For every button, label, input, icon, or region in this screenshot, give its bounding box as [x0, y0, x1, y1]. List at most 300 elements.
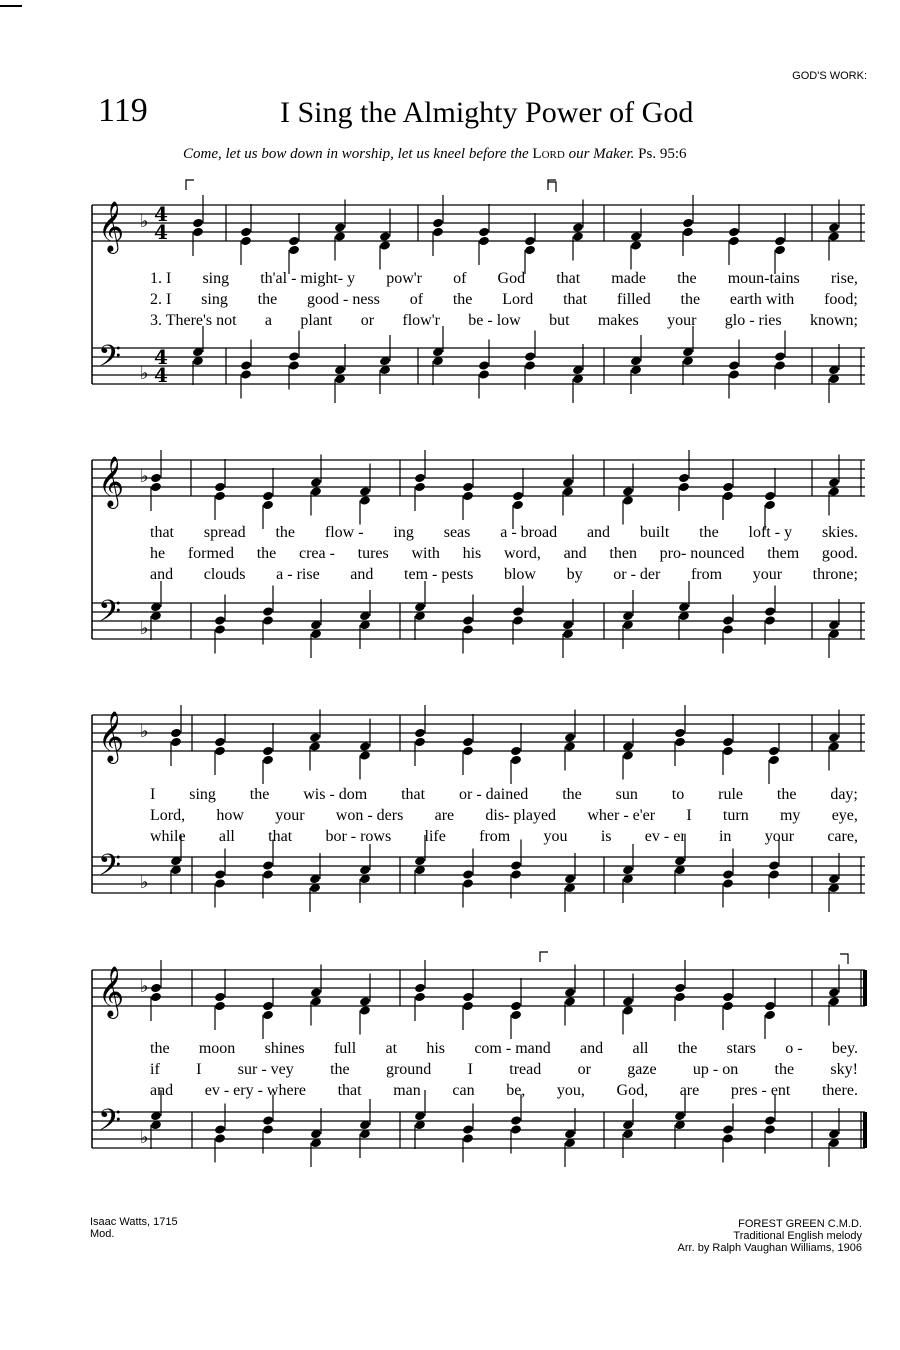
lyric-syllable: if: [150, 1061, 160, 1078]
note-head: [722, 737, 734, 748]
note-head: [564, 987, 576, 998]
note-head: [768, 746, 780, 757]
lyric-syllable: the: [330, 1061, 350, 1078]
note-head: [564, 732, 576, 743]
note-head: [288, 236, 300, 247]
lyric-syllable: the: [249, 786, 270, 803]
lyric-syllable: he: [150, 545, 166, 562]
note-head: [462, 491, 474, 502]
lyric-syllable: sing: [201, 291, 228, 308]
flat-icon: ♭: [140, 721, 149, 742]
note-head: [462, 869, 474, 880]
note-head: [414, 728, 426, 739]
lyric-syllable: turn: [722, 807, 749, 824]
note-head: [510, 1115, 522, 1126]
note-head: [379, 240, 391, 251]
note-head: [170, 737, 182, 748]
lyric-syllable: Lord: [502, 291, 534, 308]
note-head: [674, 992, 686, 1003]
lyric-syllable: plant: [300, 312, 333, 329]
lyric-syllable: tem - pests: [404, 566, 474, 583]
lyric-syllable: eye,: [831, 807, 858, 824]
lyric-syllable: ev - er: [644, 828, 686, 845]
note-head: [288, 351, 300, 362]
note-head: [192, 227, 204, 238]
lyric-syllable: his: [426, 1040, 445, 1057]
note-head: [310, 486, 322, 497]
tune-origin: Traditional English melody: [733, 1230, 862, 1242]
lyric-syllable: moun-tains: [727, 270, 800, 287]
lyric-syllable: blow: [503, 566, 536, 583]
lyric-syllable: the: [677, 270, 697, 287]
note-head: [359, 996, 371, 1007]
lyric-syllable: your: [667, 312, 697, 329]
note-head: [262, 869, 274, 880]
note-head: [562, 486, 574, 497]
lyric-syllable: that: [337, 1082, 362, 1099]
time-signature: 4: [154, 363, 168, 387]
lyric-syllable: a: [264, 312, 273, 329]
lyric-syllable: gaze: [627, 1061, 657, 1078]
lyric-syllable: pow'r: [386, 270, 422, 287]
lyric-syllable: and: [150, 566, 174, 583]
treble-clef-icon: 𝄞: [98, 201, 125, 252]
lyric-syllable: God,: [616, 1082, 649, 1099]
lyric-syllable: all: [218, 828, 235, 845]
note-head: [462, 1124, 474, 1135]
lyric-syllable: or - der: [613, 566, 661, 583]
note-head: [150, 983, 162, 994]
lyric-syllable: ing: [393, 524, 414, 541]
lyric-syllable: from: [479, 828, 511, 845]
lyric-syllable: you: [543, 828, 568, 845]
flat-icon: ♭: [140, 363, 149, 384]
note-head: [510, 1001, 522, 1012]
lyric-syllable: is: [600, 828, 612, 845]
lyric-syllable: built: [639, 524, 670, 541]
flat-icon: ♭: [140, 618, 149, 639]
lyric-syllable: that: [556, 270, 581, 287]
lyric-syllable: o -: [785, 1040, 803, 1057]
note-head: [462, 878, 474, 889]
lyric-syllable: be,: [506, 1082, 526, 1099]
lyric-syllable: by: [566, 566, 583, 583]
note-head: [150, 473, 162, 484]
phrase-mark: [186, 180, 194, 190]
note-head: [722, 491, 734, 502]
note-head: [564, 741, 576, 752]
epigraph-text: Come, let us bow down in worship, let us kneel before the: [183, 146, 533, 162]
note-head: [310, 987, 322, 998]
note-head: [432, 218, 444, 229]
note-head: [240, 369, 252, 380]
note-head: [288, 360, 300, 371]
lyric-syllable: glo - ries: [724, 312, 782, 329]
lyric-syllable: won - ders: [335, 807, 404, 824]
note-head: [432, 227, 444, 238]
note-head: [192, 218, 204, 229]
note-head: [214, 615, 226, 626]
section-label: GOD'S WORK:: [792, 70, 867, 82]
note-head: [622, 1005, 634, 1016]
note-head: [722, 746, 734, 757]
note-head: [478, 236, 490, 247]
note-head: [828, 486, 840, 497]
note-head: [764, 615, 776, 626]
lyric-line: [150, 828, 858, 846]
note-head: [214, 737, 226, 748]
lyric-syllable: life: [424, 828, 446, 845]
note-head: [564, 996, 576, 1007]
arranger: Arr. by Ralph Vaughan Williams, 1906: [677, 1242, 862, 1254]
note-head: [150, 992, 162, 1003]
note-head: [262, 755, 274, 766]
note-head: [764, 1124, 776, 1135]
note-head: [510, 1124, 522, 1135]
flat-icon: ♭: [140, 1127, 149, 1148]
note-head: [334, 222, 346, 233]
note-head: [510, 1010, 522, 1021]
note-head: [774, 236, 786, 247]
note-head: [572, 222, 584, 233]
lyric-syllable: that: [563, 291, 588, 308]
lyric-syllable: pres - ent: [730, 1082, 791, 1099]
note-head: [214, 869, 226, 880]
lyric-syllable: skies.: [821, 524, 858, 541]
lyric-syllable: throne;: [812, 566, 858, 583]
note-head: [214, 878, 226, 889]
lyric-syllable: the: [774, 1061, 795, 1078]
note-head: [214, 1124, 226, 1135]
note-head: [674, 737, 686, 748]
lyric-syllable: of: [409, 291, 424, 308]
note-head: [722, 615, 734, 626]
note-head: [414, 737, 426, 748]
lyric-syllable: a - rise: [276, 566, 320, 583]
note-head: [774, 351, 786, 362]
epigraph-end: our Maker.: [564, 146, 635, 162]
lyric-syllable: stars: [726, 1040, 756, 1057]
lyric-syllable: I: [150, 786, 156, 803]
lyric-syllable: with: [411, 545, 440, 562]
note-head: [562, 477, 574, 488]
lyric-syllable: at: [385, 1040, 398, 1057]
lyric-line: [150, 312, 858, 330]
lyric-line: [150, 1040, 858, 1058]
lyric-syllable: sur - vey: [237, 1061, 294, 1078]
note-head: [262, 1001, 274, 1012]
note-head: [722, 878, 734, 889]
note-head: [764, 1115, 776, 1126]
note-head: [512, 491, 524, 502]
lyric-syllable: my: [779, 807, 801, 824]
bass-clef-icon: 𝄢: [98, 849, 122, 890]
lyric-syllable: or: [360, 312, 375, 329]
lyric-syllable: spread: [203, 524, 246, 541]
author-line: Isaac Watts, 1715: [90, 1216, 178, 1228]
note-head: [524, 236, 536, 247]
lyric-syllable: or: [577, 1061, 591, 1078]
lyric-syllable: wis - dom: [303, 786, 368, 803]
note-head: [262, 615, 274, 626]
note-head: [359, 750, 371, 761]
note-head: [359, 495, 371, 506]
note-head: [510, 860, 522, 871]
lyric-syllable: clouds: [203, 566, 246, 583]
note-head: [728, 360, 740, 371]
time-signature: 4: [154, 202, 168, 226]
note-head: [512, 615, 524, 626]
lyric-line: [150, 545, 858, 563]
note-head: [722, 992, 734, 1003]
note-head: [510, 755, 522, 766]
note-head: [678, 473, 690, 484]
tune-name: FOREST GREEN C.M.D.: [738, 1218, 862, 1230]
note-head: [288, 245, 300, 256]
note-head: [828, 477, 840, 488]
lyric-syllable: or - dained: [459, 786, 529, 803]
note-head: [828, 222, 840, 233]
lyric-syllable: the: [677, 1040, 698, 1057]
note-head: [768, 869, 780, 880]
lyric-syllable: sky!: [830, 1061, 858, 1078]
note-head: [309, 732, 321, 743]
note-head: [214, 1001, 226, 1012]
note-head: [524, 245, 536, 256]
lyric-line: [150, 807, 858, 825]
note-head: [722, 482, 734, 493]
note-head: [379, 231, 391, 242]
lyric-syllable: flow -: [324, 524, 364, 541]
lyric-syllable: I: [467, 1061, 473, 1078]
note-head: [214, 1133, 226, 1144]
lyric-syllable: rule: [718, 786, 743, 803]
lyric-line: [150, 524, 858, 542]
flat-icon: ♭: [140, 976, 149, 997]
note-head: [622, 495, 634, 506]
note-head: [262, 1115, 274, 1126]
lyric-syllable: be - low: [468, 312, 521, 329]
note-head: [150, 482, 162, 493]
note-head: [764, 606, 776, 617]
lyric-syllable: and: [586, 524, 611, 541]
lyric-line: [150, 566, 858, 584]
lyric-syllable: your: [275, 807, 305, 824]
note-head: [524, 351, 536, 362]
lyric-syllable: I: [686, 807, 692, 824]
lyric-syllable: how: [216, 807, 244, 824]
lyric-syllable: sing: [189, 786, 216, 803]
lyric-syllable: are: [679, 1082, 700, 1099]
lyric-syllable: good - ness: [306, 291, 380, 308]
lyric-syllable: but: [549, 312, 570, 329]
lyric-line: [150, 786, 858, 804]
lyric-syllable: known;: [809, 312, 858, 329]
note-head: [170, 728, 182, 739]
note-head: [462, 992, 474, 1003]
note-head: [262, 491, 274, 502]
lyric-syllable: of: [453, 270, 467, 287]
note-head: [764, 500, 776, 511]
lyric-syllable: word,: [503, 545, 541, 562]
lyric-syllable: the: [257, 291, 278, 308]
note-head: [240, 360, 252, 371]
lyric-syllable: 1. I: [150, 270, 172, 287]
note-head: [462, 737, 474, 748]
lyric-syllable: wher - e'er: [587, 807, 656, 824]
lyric-syllable: are: [434, 807, 455, 824]
note-head: [262, 1010, 274, 1021]
lyric-syllable: the: [452, 291, 473, 308]
lyric-syllable: th'al - might- y: [260, 270, 356, 287]
lyric-syllable: all: [632, 1040, 649, 1057]
note-head: [262, 606, 274, 617]
lyric-syllable: earth with: [729, 291, 795, 308]
note-head: [214, 624, 226, 635]
treble-clef-icon: 𝄞: [98, 966, 125, 1017]
note-head: [678, 482, 690, 493]
lyric-line: [150, 1061, 858, 1079]
lyric-syllable: rise,: [830, 270, 858, 287]
epigraph-ref: Ps. 95:6: [638, 146, 687, 162]
lyric-syllable: crea -: [298, 545, 335, 562]
note-head: [622, 996, 634, 1007]
flat-icon: ♭: [140, 211, 149, 232]
note-head: [512, 606, 524, 617]
note-head: [622, 741, 634, 752]
lyric-syllable: man: [393, 1082, 421, 1099]
note-head: [478, 369, 490, 380]
time-signature: 4: [154, 220, 168, 244]
note-head: [828, 732, 840, 743]
note-head: [764, 1001, 776, 1012]
lyric-syllable: shines: [264, 1040, 305, 1057]
note-head: [462, 615, 474, 626]
note-head: [214, 482, 226, 493]
note-head: [728, 227, 740, 238]
note-head: [722, 869, 734, 880]
note-head: [512, 500, 524, 511]
lyric-syllable: tread: [509, 1061, 542, 1078]
lyric-syllable: the: [699, 524, 719, 541]
bass-clef-icon: 𝄢: [98, 1104, 122, 1145]
note-head: [462, 1133, 474, 1144]
note-head: [359, 486, 371, 497]
phrase-mark: [540, 952, 548, 962]
note-head: [310, 477, 322, 488]
phrase-mark: [548, 182, 556, 192]
lyric-syllable: 2. I: [150, 291, 172, 308]
note-head: [722, 1133, 734, 1144]
lyric-syllable: bor - rows: [325, 828, 392, 845]
tune-credit: [678, 1218, 862, 1254]
lyric-syllable: makes: [597, 312, 639, 329]
note-head: [510, 869, 522, 880]
lyric-syllable: and: [563, 545, 587, 562]
lyric-syllable: moon: [198, 1040, 236, 1057]
lyric-syllable: formed: [187, 545, 235, 562]
lyric-syllable: I: [196, 1061, 202, 1078]
lyric-syllable: that: [150, 524, 174, 541]
lyric-syllable: seas: [443, 524, 471, 541]
note-head: [828, 996, 840, 1007]
epigraph-lord: Lord: [532, 146, 565, 162]
note-head: [722, 1124, 734, 1135]
note-head: [214, 491, 226, 502]
lyric-syllable: a - broad: [500, 524, 558, 541]
lyric-line: [150, 291, 858, 309]
bass-clef-icon: 𝄢: [98, 595, 122, 636]
note-head: [828, 741, 840, 752]
lyric-syllable: from: [690, 566, 723, 583]
lyric-syllable: flow'r: [402, 312, 440, 329]
note-head: [630, 231, 642, 242]
note-head: [214, 746, 226, 757]
lyric-syllable: day;: [830, 786, 858, 803]
lyric-syllable: sun: [615, 786, 638, 803]
lyric-syllable: to: [671, 786, 685, 803]
lyric-syllable: the: [275, 524, 296, 541]
note-head: [524, 360, 536, 371]
note-head: [334, 231, 346, 242]
note-head: [240, 227, 252, 238]
lyric-syllable: good.: [821, 545, 858, 562]
lyric-syllable: ground: [385, 1061, 432, 1078]
lyric-syllable: full: [333, 1040, 357, 1057]
note-head: [722, 1001, 734, 1012]
lyric-line: [150, 1082, 858, 1100]
lyric-syllable: and: [150, 1082, 174, 1099]
note-head: [774, 360, 786, 371]
note-head: [828, 231, 840, 242]
lyric-syllable: ev - ery - where: [204, 1082, 306, 1099]
note-head: [462, 1001, 474, 1012]
lyric-syllable: and: [580, 1040, 604, 1057]
note-head: [214, 992, 226, 1003]
phrase-mark: [840, 954, 848, 964]
note-head: [310, 996, 322, 1007]
note-head: [510, 746, 522, 757]
lyric-syllable: bey.: [831, 1040, 858, 1057]
lyric-syllable: your: [764, 828, 795, 845]
lyric-syllable: your: [752, 566, 783, 583]
lyric-syllable: the: [680, 291, 701, 308]
lyric-line: [150, 270, 858, 288]
note-head: [262, 746, 274, 757]
lyric-syllable: the: [150, 1040, 170, 1057]
lyric-syllable: sing: [202, 270, 230, 287]
lyric-syllable: the: [776, 786, 797, 803]
lyric-syllable: them: [767, 545, 800, 562]
note-head: [774, 245, 786, 256]
note-head: [240, 236, 252, 247]
note-head: [728, 236, 740, 247]
treble-clef-icon: 𝄞: [98, 456, 125, 507]
note-head: [682, 218, 694, 229]
lyric-syllable: that: [401, 786, 426, 803]
note-head: [414, 482, 426, 493]
lyric-syllable: made: [611, 270, 646, 287]
lyric-syllable: tures: [357, 545, 389, 562]
note-head: [262, 860, 274, 871]
note-head: [674, 728, 686, 739]
lyric-syllable: 3. There's not: [150, 312, 237, 329]
lyric-syllable: Lord,: [150, 807, 186, 824]
note-head: [478, 360, 490, 371]
lyric-syllable: the: [562, 786, 582, 803]
treble-clef-icon: 𝄞: [98, 711, 125, 762]
lyric-syllable: dis- played: [485, 807, 557, 824]
